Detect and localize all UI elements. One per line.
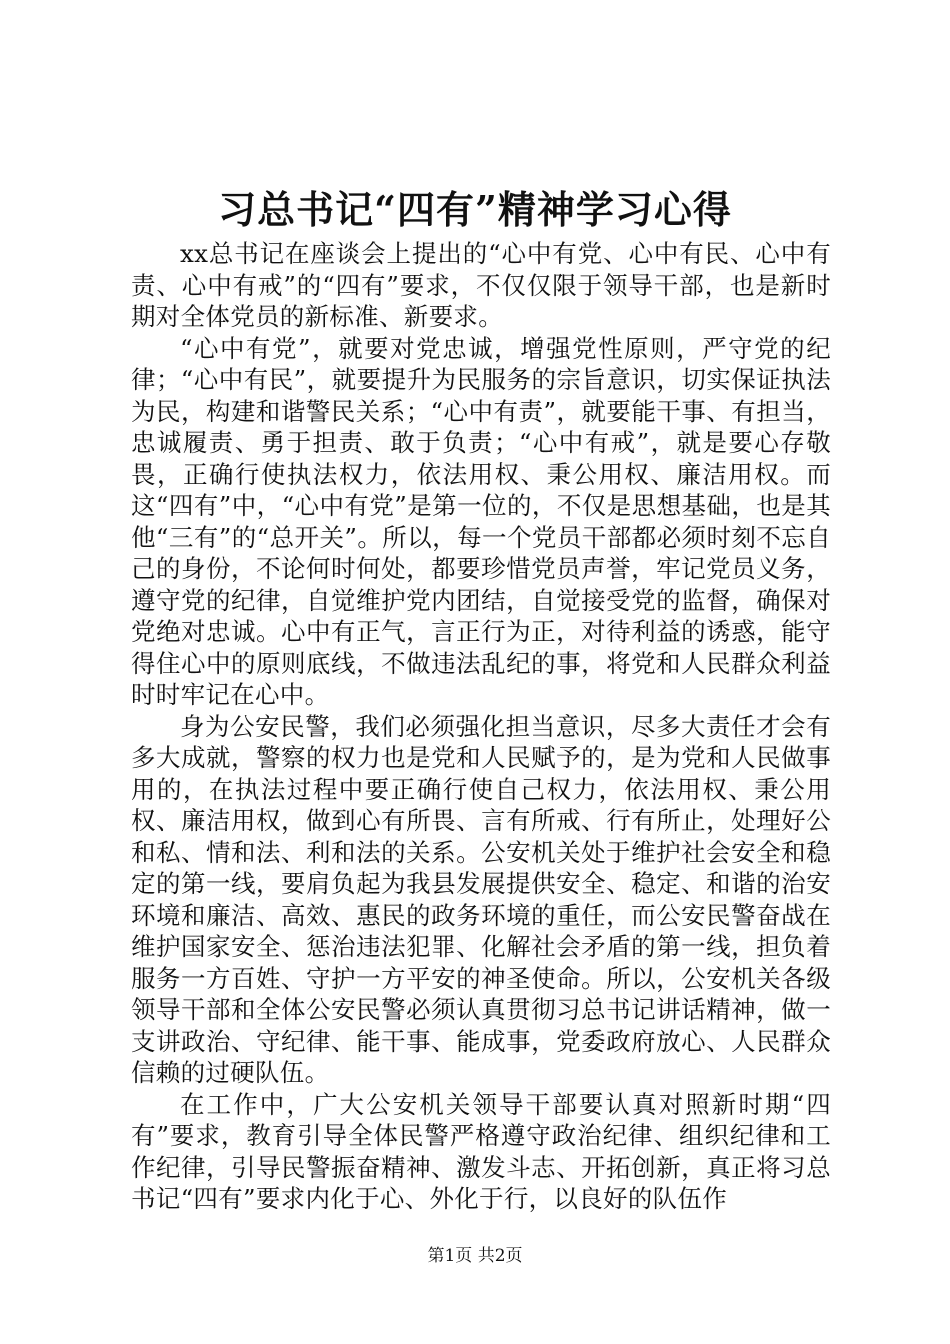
paragraph-2: “心中有党”，就要对党忠诚，增强党性原则，严守党的纪律；“心中有民”，就要提升为民服务的宗旨意识，切实保证执法为民，构建和谐警民关系；“心中有责”，就要能干事、有担当，忠诚履责、勇于担责、敢于负责；“心中有戒”，就是要心存敬畏，正确行使执法权力，依法用权、秉公用权、廉洁用权。而这“四有”中，“心中有党”是第一位的，不仅是思想基础，也是其他“三有”的“总开关”。所以，每一个党员干部都必须时刻不忘自己的身份，不论何时何处，都要珍惜党员声誉，牢记党员义务，遵守党的纪律，自觉维护党内团结，自觉接受党的监督，确保对党绝对忠诚。心中有正气，言正行为正，对待利益的诱惑，能守得住心中的原则底线，不做违法乱纪的事，将党和人民群众利益时时牢记在心中。 xyxy=(131,333,831,709)
document-title: 习总书记“四有”精神学习心得 xyxy=(218,187,732,232)
document-body xyxy=(131,238,831,1215)
paragraph-3: 身为公安民警，我们必须强化担当意识，尽多大责任才会有多大成就，警察的权力也是党和人民赋予的，是为党和人民做事用的，在执法过程中要正确行使自己权力，依法用权、秉公用权、廉洁用权，做到心有所畏、言有所戒、行有所止，处理好公和私、情和法、利和法的关系。公安机关处于维护社会安全和稳定的第一线，要肩负起为我县发展提供安全、稳定、和谐的治安环境和廉洁、高效、惠民的政务环境的重任，而公安民警奋战在维护国家安全、惩治违法犯罪、化解社会矛盾的第一线，担负着服务一方百姓、守护一方平安的神圣使命。所以，公安机关各级领导干部和全体公安民警必须认真贯彻习总书记讲话精神，做一支讲政治、守纪律、能干事、能成事，党委政府放心、人民群众信赖的过硬队伍。 xyxy=(131,711,831,1087)
paragraph-4: 在工作中，广大公安机关领导干部要认真对照新时期“四有”要求，教育引导全体民警严格遵守政治纪律、组织纪律和工作纪律，引导民警振奋精神、激发斗志、开拓创新，真正将习总书记“四有”要求内化于心、外化于行，以良好的队伍作 xyxy=(131,1089,832,1213)
page-number-footer: 第1页 共2页 xyxy=(427,1246,523,1266)
paragraph-1: xx总书记在座谈会上提出的“心中有党、心中有民、心中有责、心中有戒”的“四有”要求，不仅仅限于领导干部，也是新时期对全体党员的新标准、新要求。 xyxy=(131,239,831,331)
